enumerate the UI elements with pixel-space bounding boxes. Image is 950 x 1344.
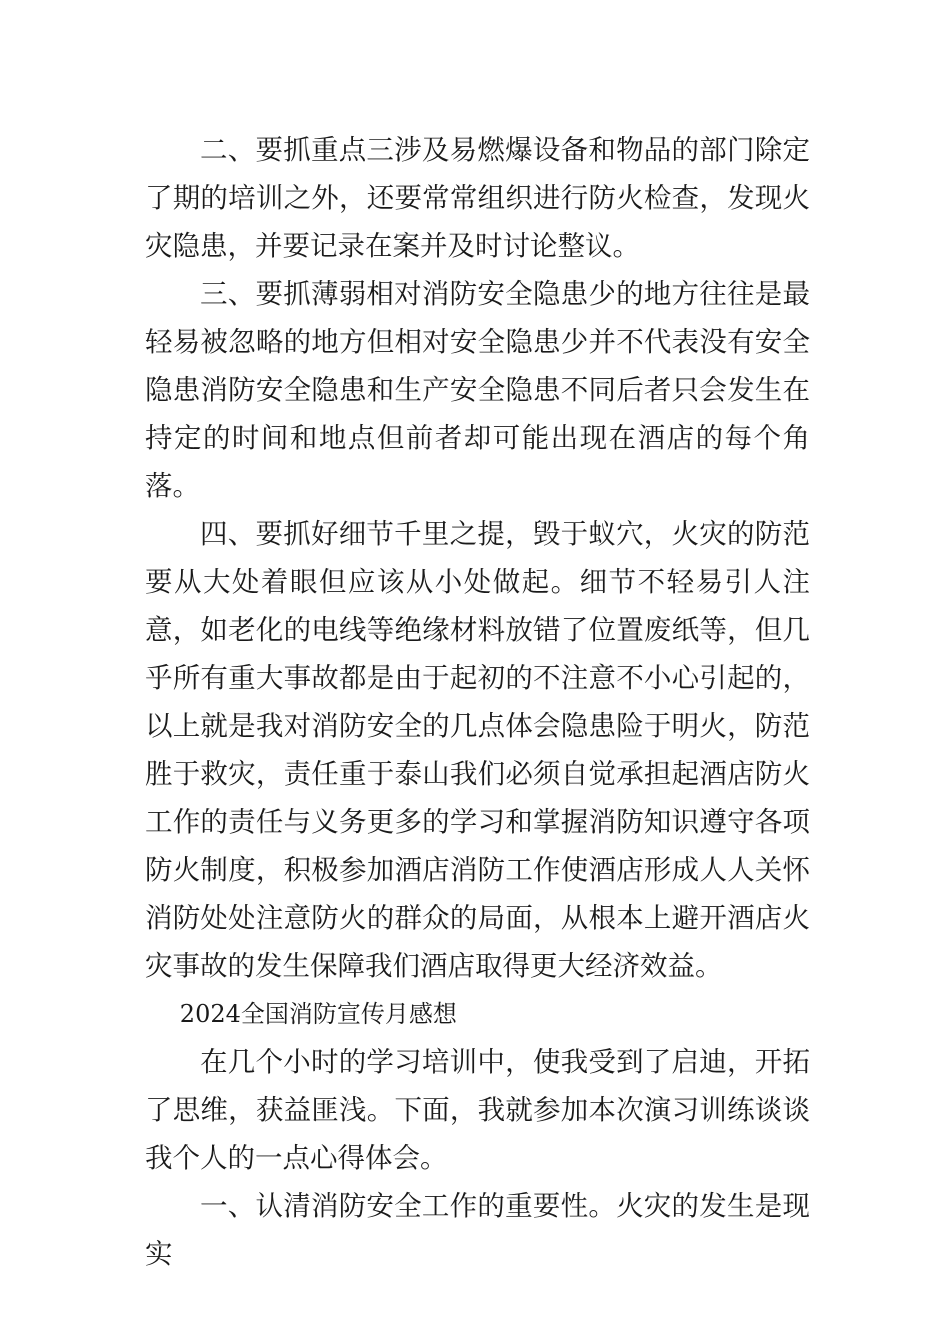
section-title: 2024全国消防宣传月感想	[179, 1000, 457, 1028]
paragraph-intro: 在几个小时的学习培训中，使我受到了启迪，开拓了思维，获益匪浅。下面，我就参加本次演习训练谈谈我个人的一点心得体会。	[145, 1046, 810, 1174]
paragraph-point-three: 三、要抓薄弱相对消防安全隐患少的地方往往是最轻易被忽略的地方但相对安全隐患少并不代表没有安全隐患消防安全隐患和生产安全隐患不同后者只会发生在持定的时间和地点但前者却可能出现在酒店的每个角落。	[145, 278, 810, 502]
paragraph-point-one: 一、认清消防安全工作的重要性。火灾的发生是现实	[145, 1190, 810, 1270]
paragraph-point-four: 四、要抓好细节千里之提，毁于蚁穴，火灾的防范要从大处着眼但应该从小处做起。细节不轻易引人注意，如老化的电线等绝缘材料放错了位置废纸等，但几乎所有重大事故都是由于起初的不注意不小心引起的，以上就是我对消防安全的几点体会隐患险于明火，防范胜于救灾，责任重于泰山我们必须自觉承担起酒店防火工作的责任与义务更多的学习和掌握消防知识遵守各项防火制度，积极参加酒店消防工作使酒店形成人人关怀消防处处注意防火的群众的局面，从根本上避开酒店火灾事故的发生保障我们酒店取得更大经济效益。	[145, 518, 810, 982]
document-body	[145, 126, 810, 1278]
paragraph-point-two: 二、要抓重点三涉及易燃爆设备和物品的部门除定了期的培训之外，还要常常组织进行防火检查，发现火灾隐患，并要记录在案并及时讨论整议。	[145, 134, 810, 262]
